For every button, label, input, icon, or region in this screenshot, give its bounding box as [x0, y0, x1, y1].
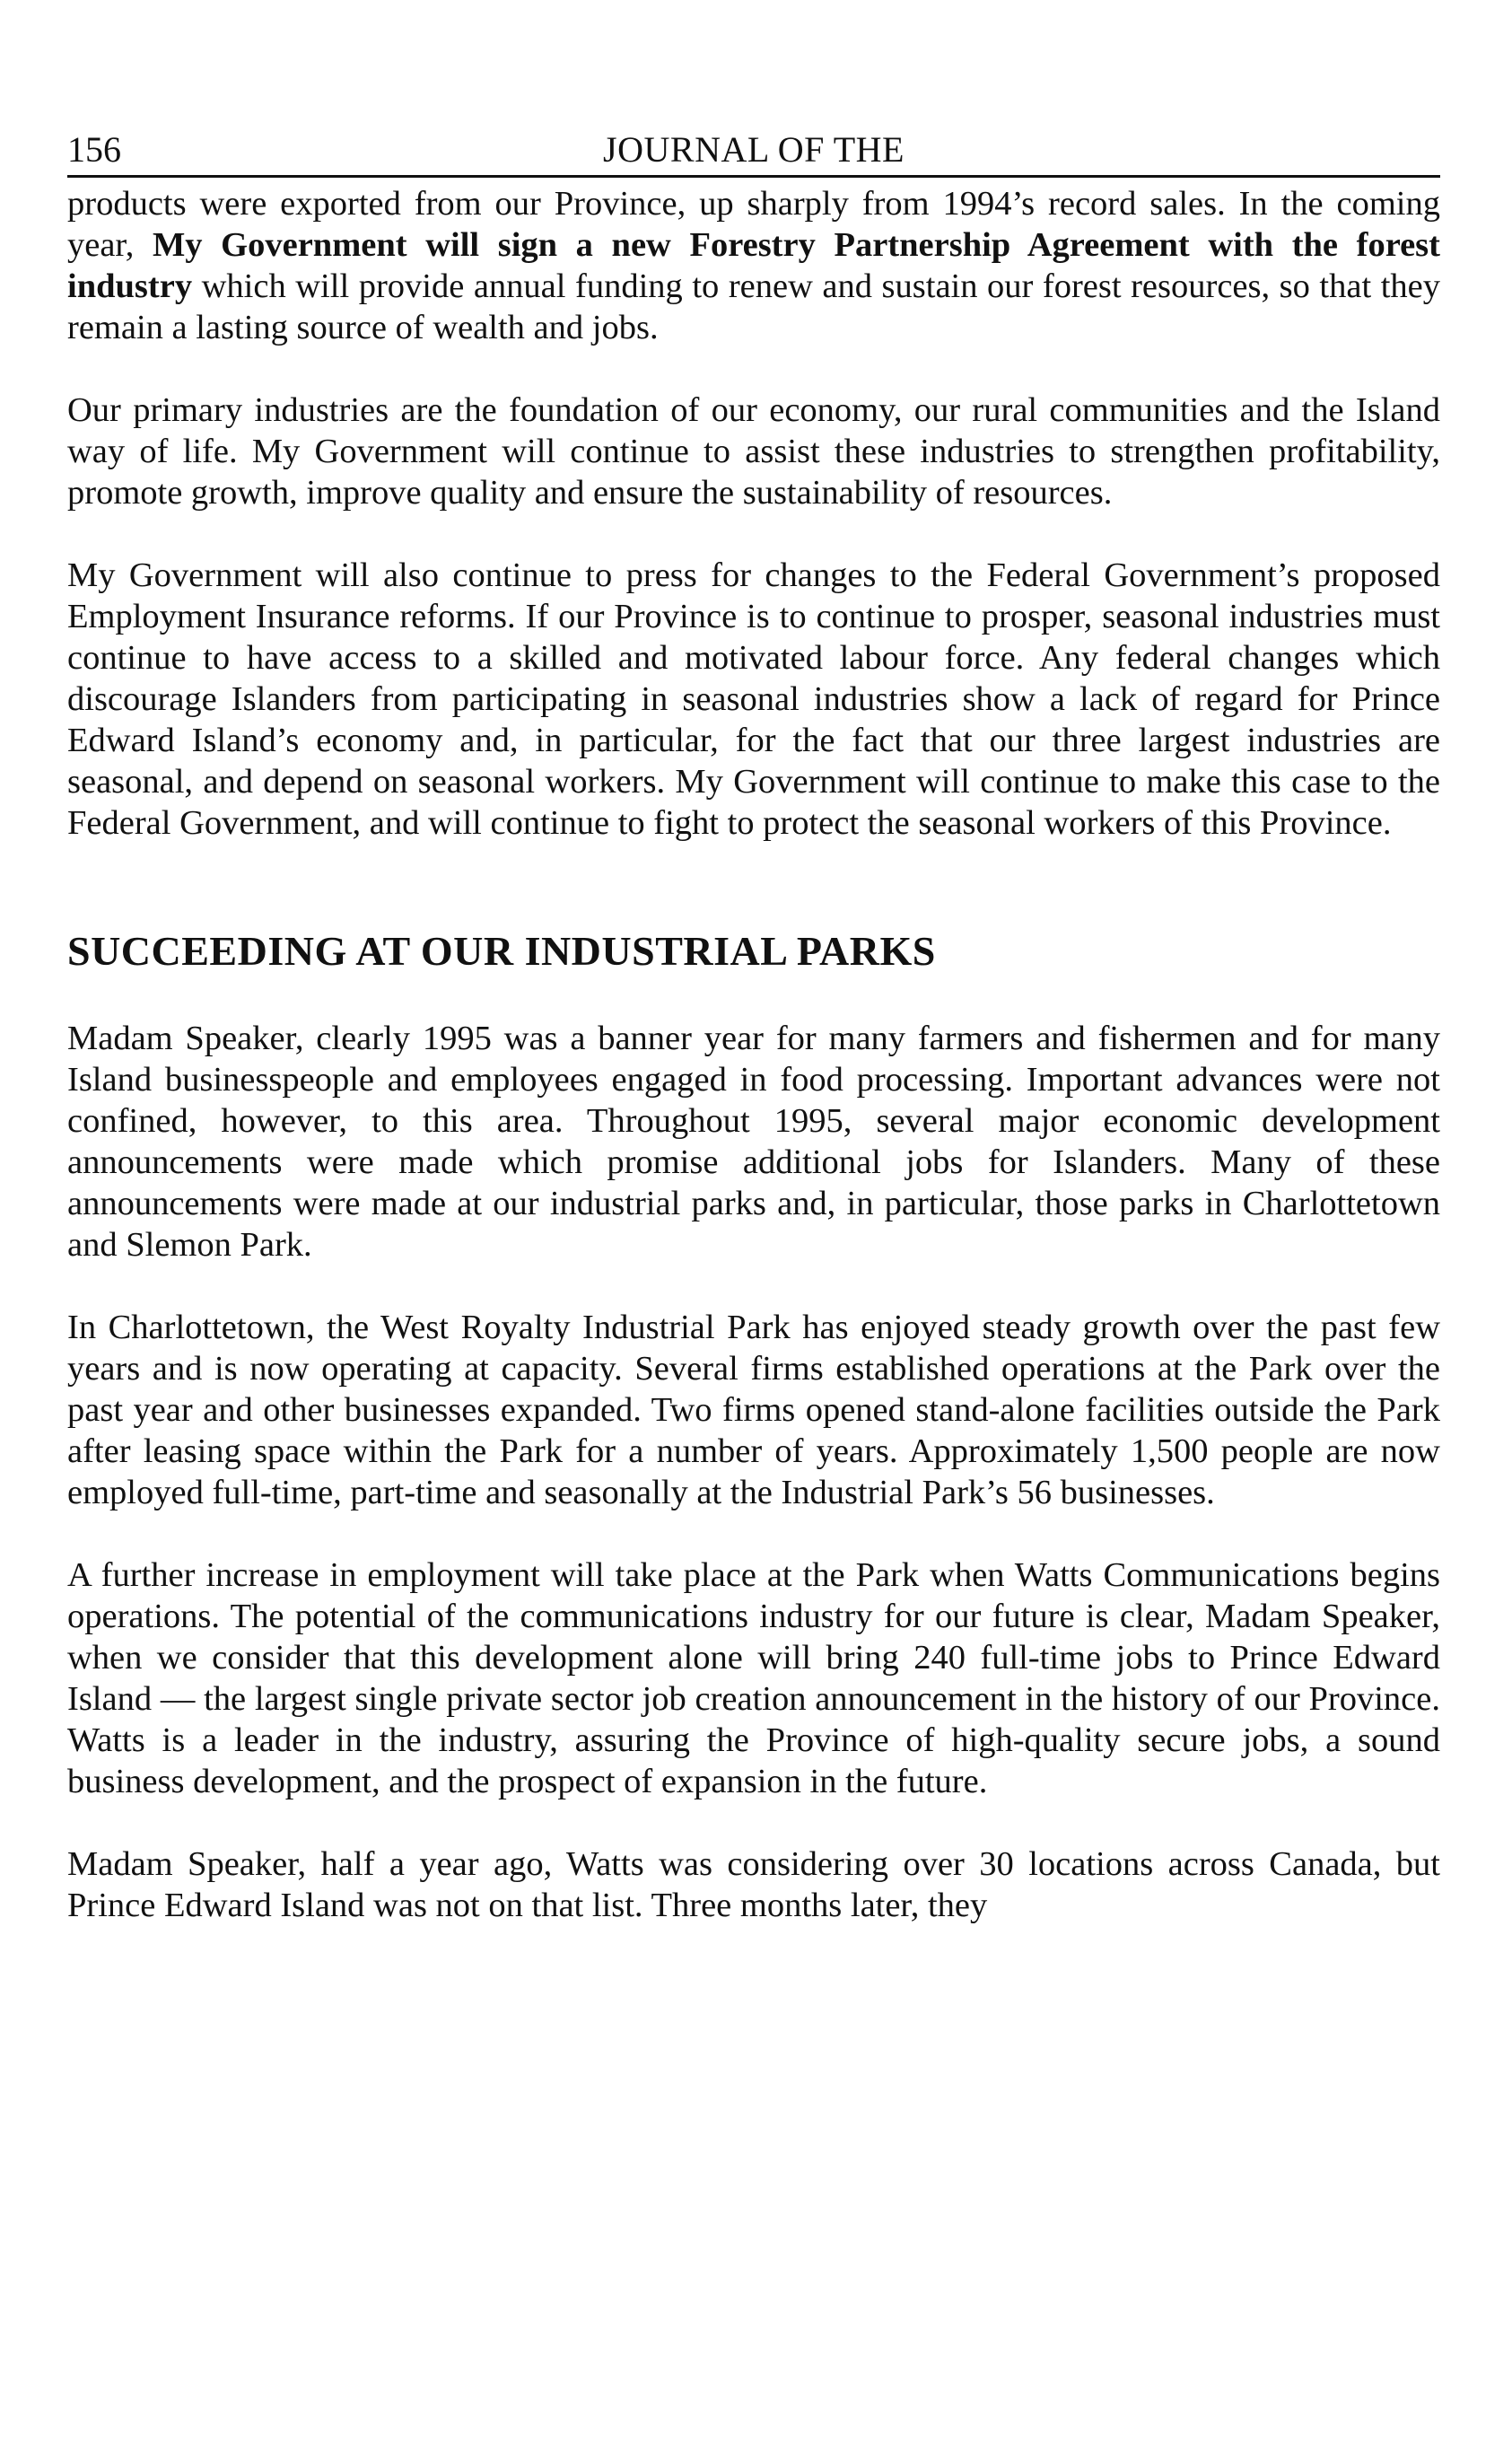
- paragraph-watts-communications: A further increase in employment will take place at the Park when Watts Communications begins operations. The potential of the communications industry for our future is clear, Madam Speaker, when we consider that this development alone will bring 240 full-time jobs to Prince Edward Island — the largest single private sector job creation announcement in the history of our Province. Watts is a leader in the industry, assuring the Province of high-quality secure jobs, a sound business development, and the prospect of expansion in the future.: [67, 1556, 1440, 1800]
- bold-announcement: My Government will sign a new Forestry Partnership Agreement with the forest industry: [67, 226, 1440, 305]
- paragraph-primary-industries: Our primary industries are the foundation of our economy, our rural communities and the Island way of life. My Government will continue to assist these industries to strengthen profitability, promote growth, improve quality and ensure the sustainability of resources.: [67, 391, 1440, 512]
- paragraph-watts-locations: Madam Speaker, half a year ago, Watts was considering over 30 locations across Canada, but Prince Edward Island was not on that list. Three months later, they: [67, 1845, 1440, 1924]
- section-heading: SUCCEEDING AT OUR INDUSTRIAL PARKS: [67, 928, 936, 974]
- paragraph-forestry: [67, 183, 1440, 348]
- page-number: 156: [67, 129, 121, 170]
- page-header: [67, 130, 1440, 178]
- paragraph-banner-year: Madam Speaker, clearly 1995 was a banner year for many farmers and fishermen and for many Island businesspeople and employees engaged in food processing. Important advances were not confined, however, to this area. Throughout 1995, several major economic development announcements were made which promise additional jobs for Islanders. Many of these announcements were made at our industrial parks and, in particular, those parks in Charlottetown and Slemon Park.: [67, 1020, 1440, 1264]
- paragraph-west-royalty: In Charlottetown, the West Royalty Industrial Park has enjoyed steady growth over the past few years and is now operating at capacity. Several firms established operations at the Park over the past year and other businesses expanded. Two firms opened stand-alone facilities outside the Park after leasing space within the Park for a number of years. Approximately 1,500 people are now employed full-time, part-time and seasonally at the Industrial Park’s 56 businesses.: [67, 1309, 1440, 1511]
- paragraph-text: which will provide annual funding to renew and sustain our forest resources, so that they remain a lasting source of wealth and jobs.: [67, 267, 1440, 346]
- page-body: [67, 183, 1440, 1926]
- running-title: JOURNAL OF THE: [603, 129, 905, 170]
- paragraph-employment-insurance: My Government will also continue to press for changes to the Federal Government’s proposed Employment Insurance reforms. If our Province is to continue to prosper, seasonal industries must continue to have access to a skilled and motivated labour force. Any federal changes which discourage Islanders from participating in seasonal industries show a lack of regard for Prince Edward Island’s economy and, in particular, for the fact that our three largest industries are seasonal, and depend on seasonal workers. My Government will continue to make this case to the Federal Government, and will continue to fight to protect the seasonal workers of this Province.: [67, 556, 1440, 842]
- paragraph-text: products were exported from our Province, up sharply from 1994’s record sales. In the coming year,: [67, 185, 1440, 264]
- journal-page: [67, 130, 1440, 1967]
